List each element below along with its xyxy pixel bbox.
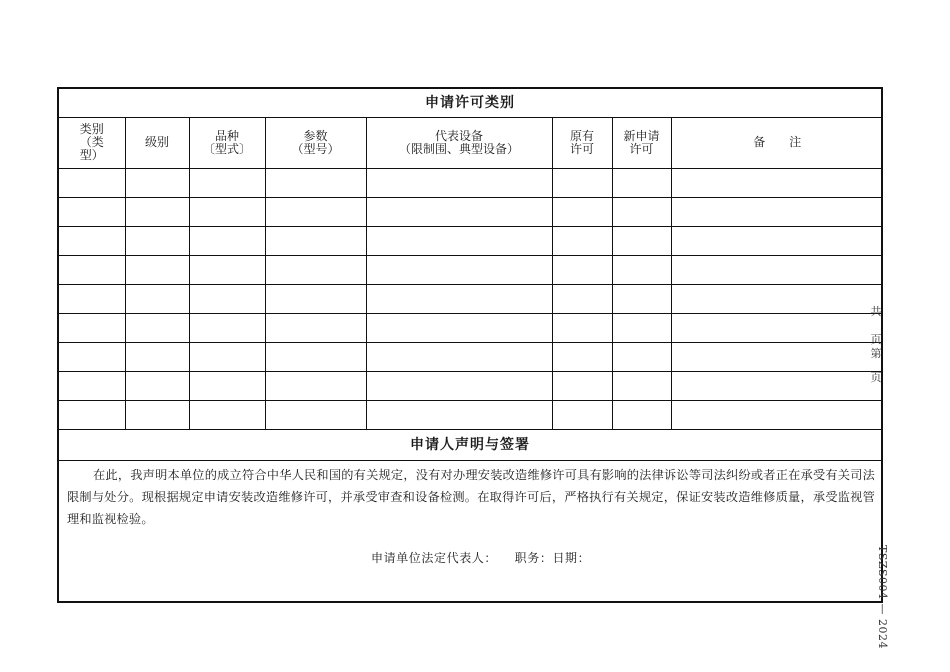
table-cell[interactable] <box>189 227 265 256</box>
table-cell[interactable] <box>671 169 883 198</box>
table-cell[interactable] <box>552 314 612 343</box>
header-existing-permit: 原有 许可 <box>552 117 612 169</box>
table-cell[interactable] <box>671 198 883 227</box>
table-cell[interactable] <box>125 256 189 285</box>
table-cell[interactable] <box>265 372 366 401</box>
table-cell[interactable] <box>125 169 189 198</box>
table-cell[interactable] <box>125 372 189 401</box>
table-cell[interactable] <box>366 401 552 430</box>
table-cell[interactable] <box>59 169 125 198</box>
form-code: TSZS004 — 2024 <box>876 545 889 650</box>
table-row <box>59 314 883 343</box>
permit-category-title: 申请许可类别 <box>59 89 881 118</box>
table-cell[interactable] <box>189 285 265 314</box>
table-cell[interactable] <box>612 256 671 285</box>
table-cell[interactable] <box>59 401 125 430</box>
table-cell[interactable] <box>59 314 125 343</box>
table-cell[interactable] <box>125 343 189 372</box>
table-cell[interactable] <box>125 401 189 430</box>
table-cell[interactable] <box>671 343 883 372</box>
table-cell[interactable] <box>671 285 883 314</box>
application-form <box>57 87 883 603</box>
table-cell[interactable] <box>189 198 265 227</box>
table-cell[interactable] <box>265 256 366 285</box>
table-row <box>59 227 883 256</box>
table-row <box>59 285 883 314</box>
page-count-label: 共 页 第 页 <box>870 305 882 384</box>
table-cell[interactable] <box>612 314 671 343</box>
table-cell[interactable] <box>552 198 612 227</box>
table-cell[interactable] <box>265 314 366 343</box>
table-cell[interactable] <box>612 169 671 198</box>
header-representative-equipment: 代表设备 （限制围、典型设备） <box>366 117 552 169</box>
table-cell[interactable] <box>366 343 552 372</box>
table-cell[interactable] <box>612 198 671 227</box>
table-cell[interactable] <box>671 401 883 430</box>
table-cell[interactable] <box>189 343 265 372</box>
table-cell[interactable] <box>671 372 883 401</box>
table-cell[interactable] <box>671 314 883 343</box>
table-cell[interactable] <box>265 198 366 227</box>
table-cell[interactable] <box>189 314 265 343</box>
table-cell[interactable] <box>189 256 265 285</box>
table-cell[interactable] <box>366 372 552 401</box>
header-category: 类别 （类 型） <box>59 117 125 169</box>
declaration-text: 在此，我声明本单位的成立符合中华人民和国的有关规定，没有对办理安装改造维修许可具有影响的法律诉讼等司法纠纷或者正在承受有关司法限制与处分。现根据规定申请安装改造维修许可，并承受审查和设备检测。在取得许可后，严格执行有关规定，保证安装改造维修质量，承受监视管理和监视检验。 <box>67 468 875 526</box>
table-cell[interactable] <box>189 372 265 401</box>
signature-line: 申请单位法定代表人： 职务：日期： <box>371 551 591 565</box>
table-cell[interactable] <box>59 343 125 372</box>
table-cell[interactable] <box>125 285 189 314</box>
table-cell[interactable] <box>612 227 671 256</box>
header-level: 级别 <box>125 117 189 169</box>
table-cell[interactable] <box>265 169 366 198</box>
table-cell[interactable] <box>366 227 552 256</box>
table-cell[interactable] <box>125 227 189 256</box>
table-cell[interactable] <box>671 256 883 285</box>
table-cell[interactable] <box>552 227 612 256</box>
table-cell[interactable] <box>671 227 883 256</box>
table-cell[interactable] <box>612 401 671 430</box>
header-new-permit: 新申请 许可 <box>612 117 671 169</box>
table-cell[interactable] <box>59 256 125 285</box>
table-cell[interactable] <box>366 198 552 227</box>
table-cell[interactable] <box>612 285 671 314</box>
table-cell[interactable] <box>366 169 552 198</box>
table-row <box>59 372 883 401</box>
table-cell[interactable] <box>59 285 125 314</box>
table-cell[interactable] <box>552 343 612 372</box>
table-row <box>59 198 883 227</box>
permit-category-table <box>59 117 883 430</box>
table-cell[interactable] <box>552 372 612 401</box>
table-row <box>59 343 883 372</box>
declaration-title: 申请人声明与签署 <box>59 429 881 461</box>
header-remarks: 备 注 <box>671 117 883 169</box>
table-cell[interactable] <box>552 256 612 285</box>
table-row <box>59 256 883 285</box>
table-cell[interactable] <box>125 314 189 343</box>
table-header-row <box>59 117 883 169</box>
table-row <box>59 401 883 430</box>
table-cell[interactable] <box>189 169 265 198</box>
table-cell[interactable] <box>265 285 366 314</box>
table-cell[interactable] <box>366 256 552 285</box>
table-cell[interactable] <box>366 314 552 343</box>
table-cell[interactable] <box>552 169 612 198</box>
header-variety: 品种 〔型式〕 <box>189 117 265 169</box>
table-cell[interactable] <box>612 372 671 401</box>
table-cell[interactable] <box>366 285 552 314</box>
header-parameters: 参数 （型号） <box>265 117 366 169</box>
table-row <box>59 169 883 198</box>
table-cell[interactable] <box>189 401 265 430</box>
table-cell[interactable] <box>125 198 189 227</box>
table-cell[interactable] <box>552 401 612 430</box>
table-cell[interactable] <box>59 198 125 227</box>
table-cell[interactable] <box>612 343 671 372</box>
table-cell[interactable] <box>265 401 366 430</box>
table-cell[interactable] <box>265 343 366 372</box>
table-cell[interactable] <box>265 227 366 256</box>
table-cell[interactable] <box>552 285 612 314</box>
table-cell[interactable] <box>59 227 125 256</box>
table-cell[interactable] <box>59 372 125 401</box>
